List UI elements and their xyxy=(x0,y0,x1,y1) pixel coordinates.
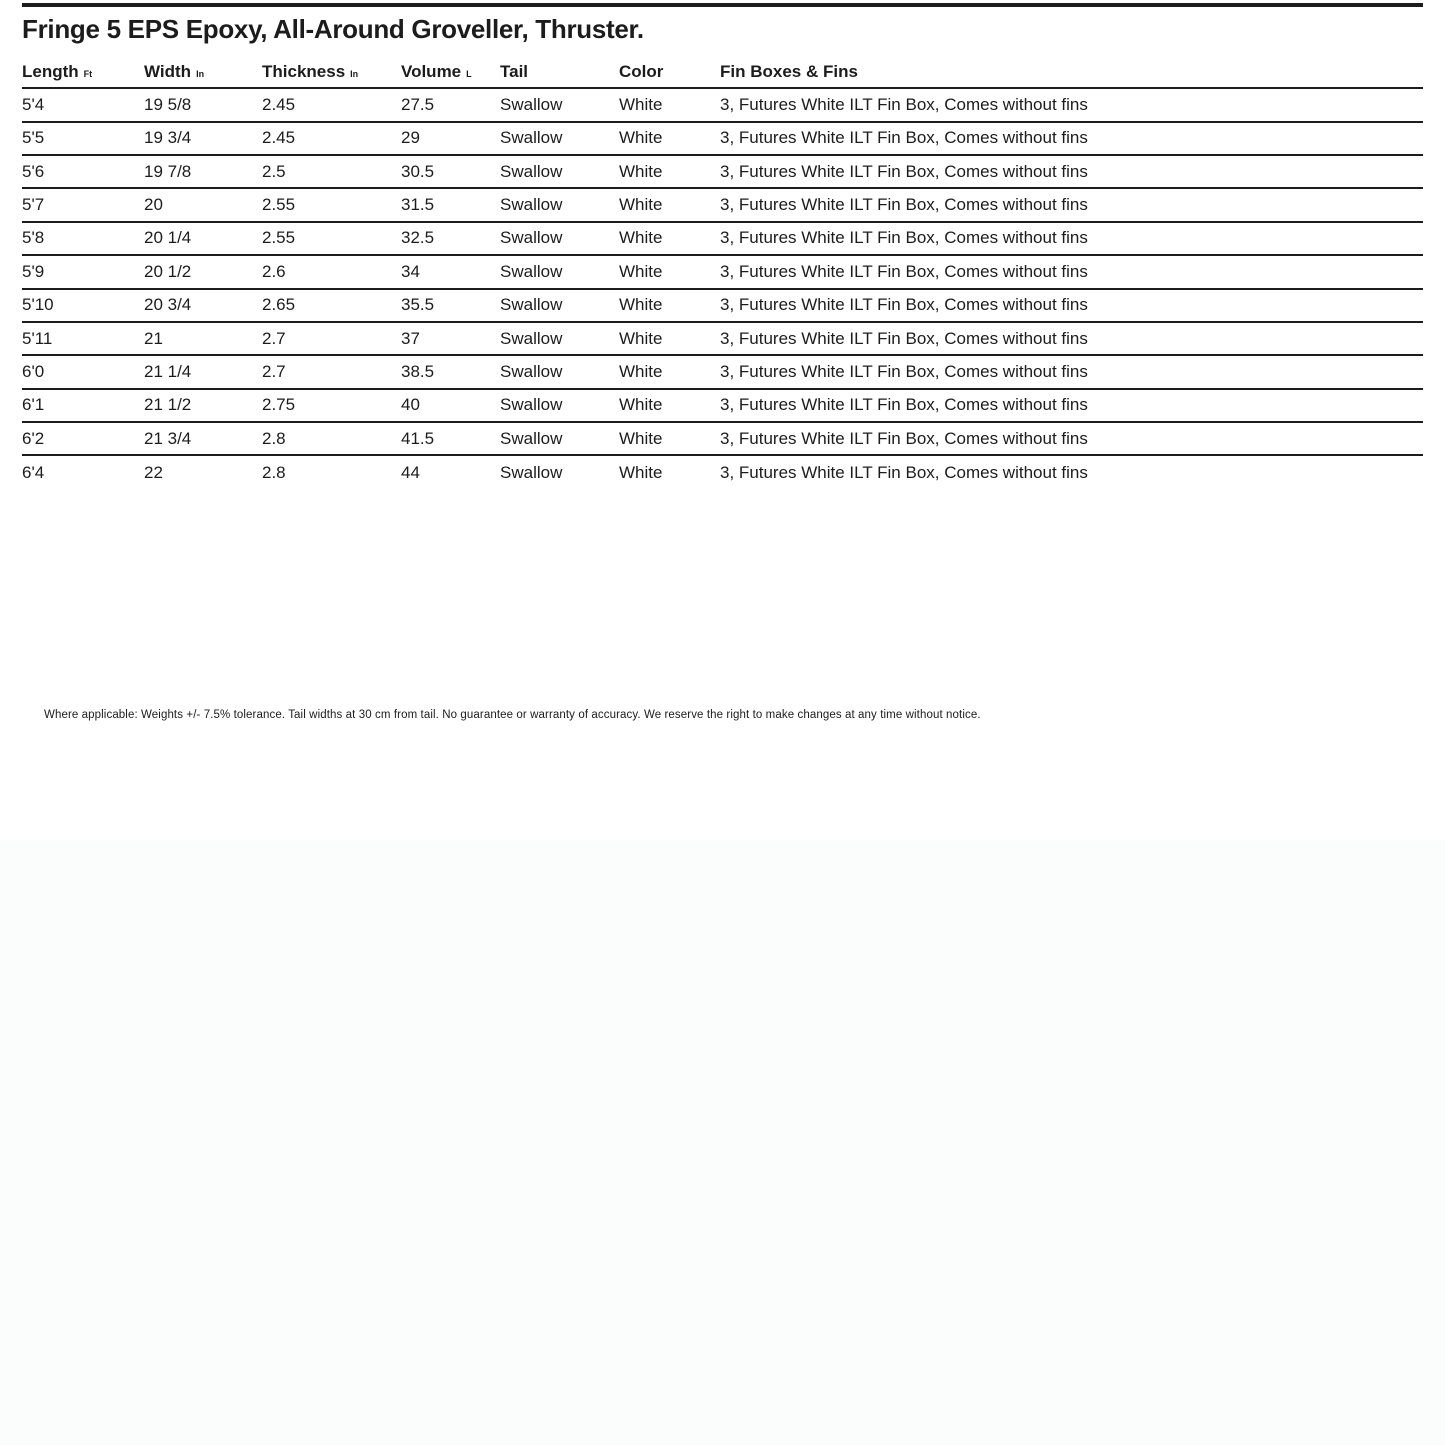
cell-tail: Swallow xyxy=(500,328,563,348)
page-title: Fringe 5 EPS Epoxy, All-Around Groveller, Thruster. xyxy=(22,14,644,44)
cell-volume: 29 xyxy=(401,128,420,148)
cell-length: 5'9 xyxy=(22,261,45,281)
table-row xyxy=(22,456,1423,489)
cell-length: 5'11 xyxy=(22,328,53,348)
cell-tail: Swallow xyxy=(500,195,563,215)
cell-thickness: 2.45 xyxy=(262,128,296,148)
cell-volume: 30.5 xyxy=(401,161,435,181)
column-header-color xyxy=(619,62,720,82)
column-header-label: Length xyxy=(22,61,79,81)
cell-width: 21 xyxy=(144,328,163,348)
cell-tail: Swallow xyxy=(500,94,563,114)
cell-thickness: 2.6 xyxy=(262,261,286,281)
cell-volume: 38.5 xyxy=(401,362,435,381)
cell-finboxes: 3, Futures White ILT Fin Box, Comes without fins xyxy=(720,395,1088,415)
cell-finboxes: 3, Futures White ILT Fin Box, Comes without fins xyxy=(720,195,1088,215)
cell-length: 5'7 xyxy=(22,195,45,215)
column-header-label: Fin Boxes & Fins xyxy=(720,61,858,81)
cell-tail: Swallow xyxy=(500,128,563,148)
cell-thickness: 2.7 xyxy=(262,362,286,381)
cell-width: 21 1/4 xyxy=(144,362,192,381)
cell-width: 20 1/2 xyxy=(144,261,192,281)
lower-background xyxy=(0,840,1445,1445)
cell-color: White xyxy=(619,128,663,148)
cell-volume: 31.5 xyxy=(401,195,435,215)
table-row xyxy=(22,356,1423,389)
cell-color: White xyxy=(619,228,663,248)
cell-width: 21 3/4 xyxy=(144,428,192,448)
column-header-width xyxy=(144,62,262,82)
cell-width: 22 xyxy=(144,463,163,483)
table-row xyxy=(22,156,1423,189)
cell-color: White xyxy=(619,94,663,114)
cell-width: 19 7/8 xyxy=(144,161,192,181)
footer-disclaimer: Where applicable: Weights +/- 7.5% tolerance. Tail widths at 30 cm from tail. No guarantee or warranty of accuracy. We reserve the right to make changes at any time without notice. xyxy=(44,709,981,721)
cell-volume: 34 xyxy=(401,261,420,281)
cell-length: 6'4 xyxy=(22,463,45,483)
cell-tail: Swallow xyxy=(500,362,563,381)
cell-thickness: 2.7 xyxy=(262,328,286,348)
cell-length: 5'4 xyxy=(22,94,45,114)
cell-width: 20 1/4 xyxy=(144,228,192,248)
column-header-length xyxy=(22,62,144,82)
cell-finboxes: 3, Futures White ILT Fin Box, Comes without fins xyxy=(720,228,1088,248)
top-rule xyxy=(22,3,1423,7)
cell-volume: 41.5 xyxy=(401,428,435,448)
cell-tail: Swallow xyxy=(500,395,563,415)
cell-finboxes: 3, Futures White ILT Fin Box, Comes without fins xyxy=(720,128,1088,148)
cell-volume: 27.5 xyxy=(401,94,435,114)
spec-table-header xyxy=(22,56,1423,89)
cell-finboxes: 3, Futures White ILT Fin Box, Comes without fins xyxy=(720,362,1088,381)
cell-tail: Swallow xyxy=(500,161,563,181)
cell-color: White xyxy=(619,362,663,381)
cell-tail: Swallow xyxy=(500,261,563,281)
cell-tail: Swallow xyxy=(500,295,563,315)
cell-volume: 40 xyxy=(401,395,420,415)
column-header-volume xyxy=(401,62,500,82)
cell-tail: Swallow xyxy=(500,463,563,483)
column-header-unit: In xyxy=(350,68,359,79)
cell-width: 21 1/2 xyxy=(144,395,192,415)
table-row xyxy=(22,290,1423,323)
cell-volume: 37 xyxy=(401,328,420,348)
cell-thickness: 2.55 xyxy=(262,228,296,248)
cell-length: 6'2 xyxy=(22,428,45,448)
cell-width: 20 3/4 xyxy=(144,295,192,315)
cell-thickness: 2.5 xyxy=(262,161,286,181)
table-row xyxy=(22,89,1423,122)
column-header-unit: L xyxy=(466,68,472,79)
cell-volume: 44 xyxy=(401,463,420,483)
cell-volume: 32.5 xyxy=(401,228,435,248)
cell-tail: Swallow xyxy=(500,428,563,448)
cell-width: 19 3/4 xyxy=(144,128,192,148)
cell-finboxes: 3, Futures White ILT Fin Box, Comes without fins xyxy=(720,94,1088,114)
column-header-label: Thickness xyxy=(262,61,346,81)
cell-thickness: 2.75 xyxy=(262,395,296,415)
cell-finboxes: 3, Futures White ILT Fin Box, Comes without fins xyxy=(720,463,1088,483)
column-header-unit: In xyxy=(196,68,205,79)
cell-color: White xyxy=(619,195,663,215)
cell-width: 20 xyxy=(144,195,163,215)
cell-color: White xyxy=(619,428,663,448)
cell-color: White xyxy=(619,395,663,415)
cell-color: White xyxy=(619,328,663,348)
cell-color: White xyxy=(619,261,663,281)
cell-finboxes: 3, Futures White ILT Fin Box, Comes without fins xyxy=(720,428,1088,448)
table-row xyxy=(22,223,1423,256)
column-header-unit: Ft xyxy=(83,68,93,79)
cell-color: White xyxy=(619,161,663,181)
table-row xyxy=(22,189,1423,222)
spec-table xyxy=(22,56,1423,490)
table-row xyxy=(22,323,1423,356)
cell-color: White xyxy=(619,295,663,315)
column-header-label: Width xyxy=(144,61,192,81)
cell-finboxes: 3, Futures White ILT Fin Box, Comes without fins xyxy=(720,161,1088,181)
table-row xyxy=(22,256,1423,289)
cell-length: 5'8 xyxy=(22,228,45,248)
cell-thickness: 2.45 xyxy=(262,94,296,114)
cell-length: 5'10 xyxy=(22,295,54,315)
cell-finboxes: 3, Futures White ILT Fin Box, Comes without fins xyxy=(720,261,1088,281)
spec-table-body xyxy=(22,89,1423,490)
cell-length: 6'1 xyxy=(22,395,45,415)
table-row xyxy=(22,123,1423,156)
cell-tail: Swallow xyxy=(500,228,563,248)
cell-finboxes: 3, Futures White ILT Fin Box, Comes without fins xyxy=(720,295,1088,315)
table-row xyxy=(22,423,1423,456)
cell-thickness: 2.65 xyxy=(262,295,296,315)
column-header-label: Color xyxy=(619,61,664,81)
cell-length: 5'6 xyxy=(22,161,45,181)
column-header-label: Tail xyxy=(500,61,529,81)
cell-thickness: 2.8 xyxy=(262,428,286,448)
cell-width: 19 5/8 xyxy=(144,94,192,114)
cell-thickness: 2.8 xyxy=(262,463,286,483)
column-header-tail xyxy=(500,62,619,82)
cell-length: 6'0 xyxy=(22,362,45,381)
cell-finboxes: 3, Futures White ILT Fin Box, Comes without fins xyxy=(720,328,1088,348)
column-header-finboxes xyxy=(720,62,1423,82)
table-row xyxy=(22,390,1423,423)
cell-color: White xyxy=(619,463,663,483)
column-header-thickness xyxy=(262,62,401,82)
column-header-label: Volume xyxy=(401,61,462,81)
cell-thickness: 2.55 xyxy=(262,195,296,215)
spec-sheet-content xyxy=(22,0,1423,721)
cell-volume: 35.5 xyxy=(401,295,435,315)
cell-length: 5'5 xyxy=(22,128,45,148)
